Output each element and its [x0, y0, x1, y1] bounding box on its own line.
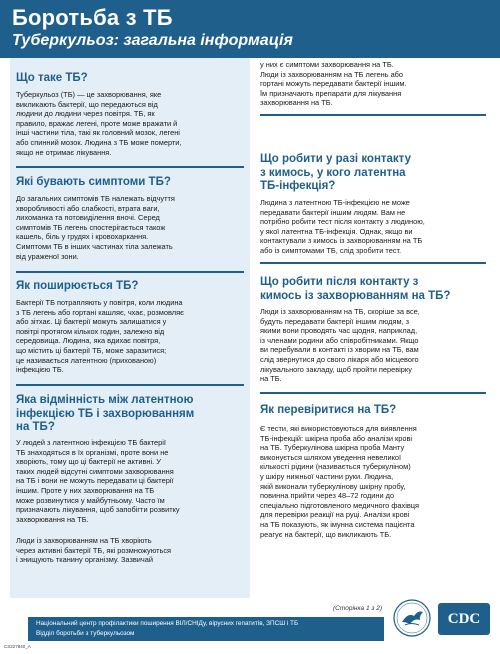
para-symptoms: До загальних симптомів ТБ належать відчуття хворобливості або слабкості, втрата ваги, лихоманка та потовиділення вночі. Серед симптомів ТБ легень спостерігається також кашель, біль у грудях і кровохаркання. Симптоми ТБ в інших частинах тіла залежать від ураженої зони.	[16, 194, 175, 261]
section-divider	[16, 384, 244, 386]
cdc-logo	[438, 603, 490, 635]
para-latent-contact: Людина з латентною ТБ-інфекцією не може передавати бактерії іншим людям. Вам не потрібно робити тест після контакту з людиною, у якої латентна ТБ-інфекція. Однак, якщо ви контактували з кимось із захворюванням на ТБ або із симптомами ТБ, слід зробити тест.	[260, 198, 425, 255]
hhs-eagle-icon	[392, 598, 432, 638]
footer	[0, 611, 500, 654]
main-content	[0, 58, 500, 598]
heading-symptoms: Які бувають симптоми ТБ?	[16, 176, 171, 188]
footer-bar	[28, 617, 384, 641]
heading-latent-contact: Що робити у разі контакту з кимось, у кого латентна ТБ-інфекція?	[260, 153, 411, 192]
section-divider	[260, 262, 486, 264]
right-column	[254, 58, 490, 598]
para-how-to-test: Є тести, які використовуються для виявлення ТБ-інфекцій: шкірна проба або аналізи крові на ТБ. Туберкулінова шкірна проба Манту виконується шляхом уведення невеликої кількості рідини (називається туберкуліном) у шкіру нижньої частини руки. Людина, якій виконали туберкулінову шкірну пробу, повинна прийти через 48–72 години до спеціально підготовленого медичного фахівця для перевірки реакції на руці. Аналізи крові на ТБ показують, як імунна система пацієнта реагує на бактерії, що викликають ТБ.	[260, 424, 420, 539]
para-what-is-tb: Туберкульоз (ТБ) — це захворювання, яке викликають бактерії, що передаються від людини до людини через повітря. ТБ, як правило, вражає легені, проте може вражати й інші частини тіла, такі як головний мозок, легені або спинний мозок. Людина з ТБ може померти, якщо не отримає лікування.	[16, 90, 182, 157]
page-subtitle: Туберкульоз: загальна інформація	[12, 32, 293, 49]
footer-division-line: Відділ боротьби з туберкульозом	[36, 630, 135, 637]
cdc-logo-text: CDC	[447, 611, 481, 627]
document-code: CS227840_A	[4, 644, 31, 649]
section-divider	[260, 392, 486, 394]
para-spread: Бактерії ТБ потрапляють у повітря, коли людина з ТБ легень або гортані кашляє, чхає, розмовляє або зітхає. Ці бактерії можуть залишатися у повітрі протягом кількох годин, залежно від середовища. Людина, яка вдихає повітря, що містить ці бактерії ТБ, може заразитися; це називається латентною (прихованою) інфекцією ТБ.	[16, 298, 184, 375]
left-column	[10, 58, 250, 598]
heading-what-is-tb: Що таке ТБ?	[16, 72, 88, 84]
footer-agency-line: Національний центр профілактики поширення ВІЛ/СНІДу, вірусних гепатитів, ЗПСШ і ТБ	[36, 620, 299, 627]
para-disease-contact: Люди із захворюванням на ТБ, скоріше за все, будуть передавати бактерії іншим людям, з якими вони проводять час щодня, наприклад, із членами родини або співробітниками. Якщо ви перебували в контакті із хворим на ТБ, вам слід звернутися до свого лікаря або місцевого лікувального закладу, щоб пройти перевірку на ТБ.	[260, 307, 420, 384]
heading-latent-vs-disease: Яка відмінність між латентною інфекцією ТБ і захворюванням на ТБ?	[16, 394, 195, 433]
heading-spread: Як поширюється ТБ?	[16, 280, 139, 292]
section-divider	[16, 271, 244, 273]
section-divider	[260, 114, 486, 116]
para-latent-infection: У людей з латентною інфекцією ТБ бактерії ТБ знаходяться в їх організмі, проте вони не хворіють, тому що ці бактерії не активні. У таких людей відсутні симптоми захворювання на ТБ і вони не можуть передавати ці бактерії іншим. Проте у них захворювання на ТБ може розвинутися у майбутньому. Часто їм призначають лікування, щоб запобігти розвитку захворювання на ТБ.	[16, 438, 180, 524]
heading-how-to-test: Як перевіритися на ТБ?	[260, 404, 397, 416]
header-banner	[0, 0, 500, 58]
page-title: Боротьба з ТБ	[12, 5, 173, 30]
page-number: (Сторінка 1 з 2)	[333, 605, 382, 612]
section-divider	[16, 166, 244, 168]
para-disease-continued: у них є симптоми захворювання на ТБ. Люди із захворюванням на ТБ легень або гортані можуть передавати бактерії іншим. Їм призначають препарати для лікування захворювання на ТБ.	[260, 60, 407, 108]
para-tb-disease: Люди із захворюванням на ТБ хворіють через активні бактерії ТБ, які розмножуються і знищують тканину організму. Зазвичай	[16, 536, 172, 565]
heading-disease-contact: Що робити після контакту з кимось із захворюванням на ТБ?	[260, 276, 451, 302]
